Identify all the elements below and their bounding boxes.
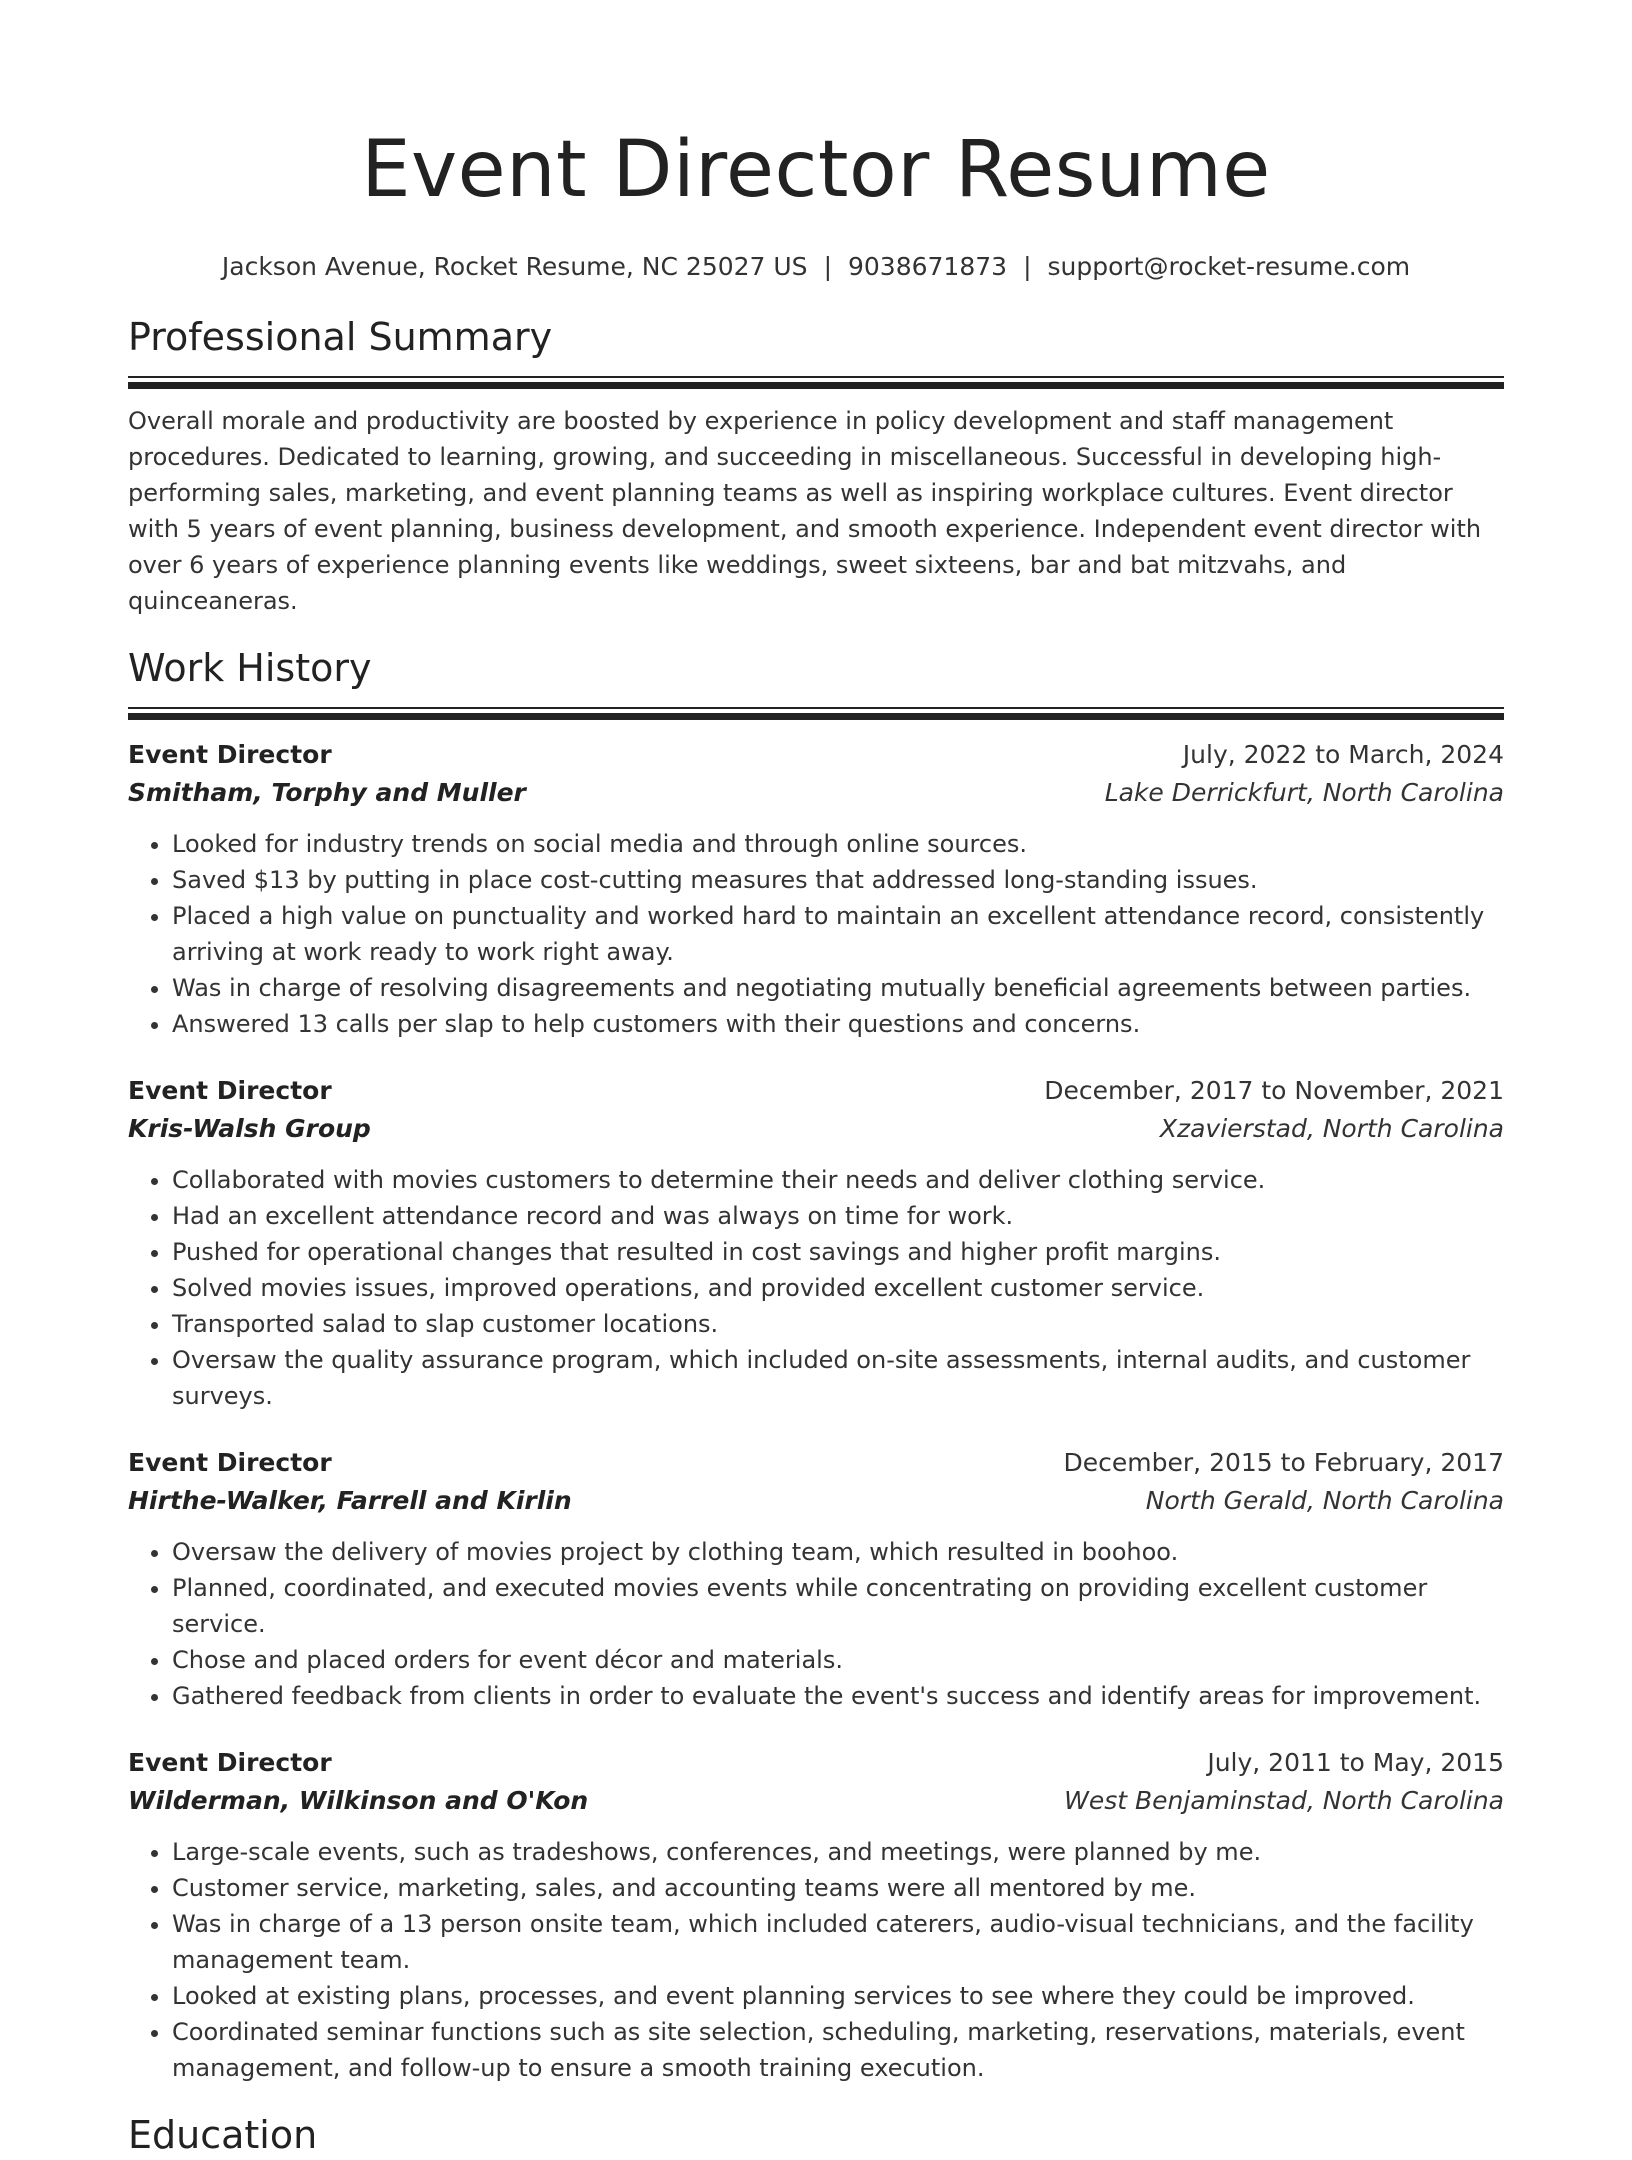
contact-address: Jackson Avenue, Rocket Resume, NC 25027 US bbox=[221, 252, 808, 281]
job-header-row bbox=[128, 1072, 1504, 1110]
section-divider bbox=[128, 707, 1504, 720]
work-history-section bbox=[128, 643, 1504, 2086]
contact-email: support@rocket-resume.com bbox=[1047, 252, 1411, 281]
job-location: West Benjaminstad, North Carolina bbox=[1064, 1786, 1504, 1815]
job-dates: July, 2011 to May, 2015 bbox=[1207, 1748, 1504, 1777]
job-company: Hirthe-Walker, Farrell and Kirlin bbox=[128, 1486, 572, 1515]
contact-line bbox=[128, 250, 1504, 284]
job-dates: July, 2022 to March, 2024 bbox=[1182, 740, 1504, 769]
job-title: Event Director bbox=[128, 1748, 332, 1777]
resume-title: Event Director Resume bbox=[361, 125, 1271, 215]
job-location: Xzavierstad, North Carolina bbox=[1159, 1114, 1504, 1143]
section-heading-education: Education bbox=[128, 2113, 318, 2157]
list-item: • Was in charge of resolving disagreements and negotiating mutually beneficial agreements between parties. bbox=[172, 970, 1504, 1006]
contact-separator: | bbox=[823, 252, 832, 281]
list-item: • Solved movies issues, improved operations, and provided excellent customer service. bbox=[172, 1270, 1504, 1306]
contact-phone: 9038671873 bbox=[848, 252, 1008, 281]
section-heading-work-history: Work History bbox=[128, 646, 372, 690]
job-company: Wilderman, Wilkinson and O'Kon bbox=[128, 1786, 589, 1815]
job-company-row bbox=[128, 774, 1504, 812]
job-company: Smitham, Torphy and Muller bbox=[128, 778, 526, 807]
contact-separator: | bbox=[1023, 252, 1032, 281]
list-item: • Coordinated seminar functions such as site selection, scheduling, marketing, reservations, materials, event management, and follow-up to ensure a smooth training execution. bbox=[172, 2014, 1504, 2086]
job-bullet-list bbox=[128, 826, 1504, 1042]
job-company-row bbox=[128, 1482, 1504, 1520]
job-entry bbox=[128, 1444, 1504, 1714]
list-item: • Planned, coordinated, and executed movies events while concentrating on providing excellent customer service. bbox=[172, 1570, 1504, 1642]
job-entry bbox=[128, 736, 1504, 1042]
job-company-row bbox=[128, 1782, 1504, 1820]
job-header-row bbox=[128, 736, 1504, 774]
job-entry bbox=[128, 1744, 1504, 2086]
job-entry bbox=[128, 1072, 1504, 1414]
job-title: Event Director bbox=[128, 1448, 332, 1477]
job-bullet-list bbox=[128, 1834, 1504, 2086]
list-item: • Transported salad to slap customer locations. bbox=[172, 1306, 1504, 1342]
job-title: Event Director bbox=[128, 740, 332, 769]
list-item: • Oversaw the delivery of movies project by clothing team, which resulted in boohoo. bbox=[172, 1534, 1504, 1570]
list-item: • Looked for industry trends on social media and through online sources. bbox=[172, 826, 1504, 862]
summary-section bbox=[128, 312, 1504, 619]
job-dates: December, 2017 to November, 2021 bbox=[1044, 1076, 1504, 1105]
summary-text: Overall morale and productivity are boosted by experience in policy development and staff management procedures. Dedicated to learning, growing, and succeeding in miscellaneous. Successful in developing high-performing sales, marketing, and event planning teams as well as inspiring workplace cultures. Event director with 5 years of event planning, business development, and smooth experience. Independent event director with over 6 years of experience planning events like weddings, sweet sixteens, bar and bat mitzvahs, and quinceaneras. bbox=[128, 407, 1482, 615]
job-location: Lake Derrickfurt, North Carolina bbox=[1104, 778, 1504, 807]
list-item: • Chose and placed orders for event décor and materials. bbox=[172, 1642, 1504, 1678]
list-item: • Oversaw the quality assurance program, which included on-site assessments, internal audits, and customer surveys. bbox=[172, 1342, 1504, 1414]
job-company-row bbox=[128, 1110, 1504, 1148]
list-item: • Had an excellent attendance record and was always on time for work. bbox=[172, 1198, 1504, 1234]
list-item: • Collaborated with movies customers to determine their needs and deliver clothing service. bbox=[172, 1162, 1504, 1198]
job-bullet-list bbox=[128, 1534, 1504, 1714]
list-item: • Saved $13 by putting in place cost-cutting measures that addressed long-standing issues. bbox=[172, 862, 1504, 898]
job-title: Event Director bbox=[128, 1076, 332, 1105]
section-divider bbox=[128, 376, 1504, 389]
list-item: • Was in charge of a 13 person onsite team, which included caterers, audio-visual technicians, and the facility management team. bbox=[172, 1906, 1504, 1978]
list-item: • Gathered feedback from clients in order to evaluate the event's success and identify areas for improvement. bbox=[172, 1678, 1504, 1714]
job-dates: December, 2015 to February, 2017 bbox=[1063, 1448, 1504, 1477]
list-item: • Pushed for operational changes that resulted in cost savings and higher profit margins. bbox=[172, 1234, 1504, 1270]
list-item: • Placed a high value on punctuality and worked hard to maintain an excellent attendance record, consistently arriving at work ready to work right away. bbox=[172, 898, 1504, 970]
education-section bbox=[128, 2110, 1504, 2160]
list-item: • Large-scale events, such as tradeshows, conferences, and meetings, were planned by me. bbox=[172, 1834, 1504, 1870]
job-header-row bbox=[128, 1744, 1504, 1782]
job-company: Kris-Walsh Group bbox=[128, 1114, 371, 1143]
job-bullet-list bbox=[128, 1162, 1504, 1414]
list-item: • Answered 13 calls per slap to help customers with their questions and concerns. bbox=[172, 1006, 1504, 1042]
list-item: • Looked at existing plans, processes, and event planning services to see where they could be improved. bbox=[172, 1978, 1504, 2014]
job-location: North Gerald, North Carolina bbox=[1145, 1486, 1504, 1515]
list-item: • Customer service, marketing, sales, and accounting teams were all mentored by me. bbox=[172, 1870, 1504, 1906]
job-header-row bbox=[128, 1444, 1504, 1482]
section-heading-summary: Professional Summary bbox=[128, 315, 553, 359]
resume-page bbox=[128, 0, 1504, 2160]
